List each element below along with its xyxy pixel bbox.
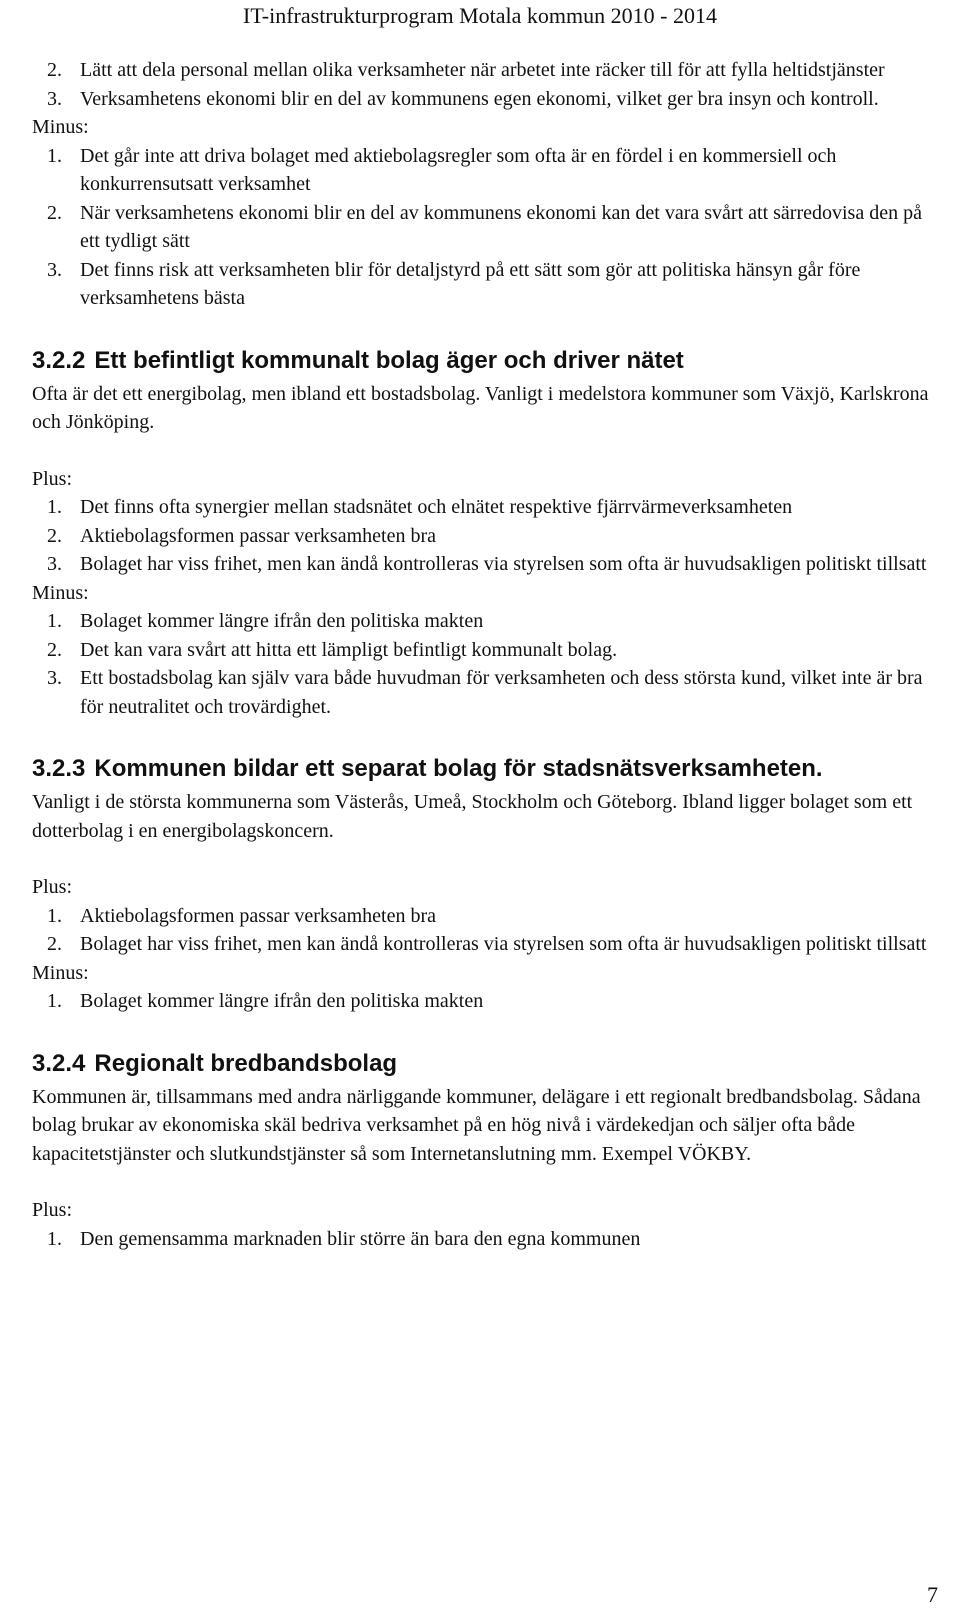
list-text: Det finns risk att verksamheten blir för detaljstyrd på ett sätt som gör att politiska hänsyn går före verksamhetens bästa xyxy=(80,258,861,309)
list-text: Bolaget kommer längre ifrån den politiska makten xyxy=(80,990,484,1012)
list-number: 3. xyxy=(47,258,62,281)
list-text: Den gemensamma marknaden blir större än bara den egna kommunen xyxy=(80,1227,641,1250)
list-text: Bolaget har viss frihet, men kan ändå kontrolleras via styrelsen som ofta är huvudsakligen politiskt tillsatt xyxy=(80,553,927,575)
list-number: 1. xyxy=(47,1227,62,1250)
minus-label: Minus: xyxy=(32,116,89,138)
list-item xyxy=(32,493,944,522)
list-item xyxy=(32,987,944,1016)
plus-label: Plus: xyxy=(32,467,73,490)
list-item xyxy=(32,664,944,721)
list-item xyxy=(32,1225,944,1254)
section-number: 3.2.2 xyxy=(32,346,86,374)
page-header: IT-infrastrukturprogram Motala kommun 2010 - 2014 xyxy=(243,3,717,28)
list-number: 1. xyxy=(47,990,62,1012)
list-number: 3. xyxy=(47,667,62,689)
list-item xyxy=(32,930,944,959)
list-number: 3. xyxy=(47,87,62,110)
list-item xyxy=(32,607,944,636)
list-item xyxy=(32,199,944,256)
list-item xyxy=(32,522,944,551)
list-text: Det finns ofta synergier mellan stadsnätet och elnätet respektive fjärrvärmeverksamheten xyxy=(80,496,793,518)
section-title: Kommunen bildar ett separat bolag för stadsnätsverksamheten. xyxy=(94,755,823,782)
section-title: Regionalt bredbandsbolag xyxy=(94,1049,398,1077)
list-number: 3. xyxy=(47,553,62,575)
list-item xyxy=(32,636,944,665)
list-text: Ett bostadsbolag kan själv vara både huvudman för verksamheten och dess största kund, vilket inte är bra för neutralitet och trovärdighet. xyxy=(80,667,923,718)
list-text: Bolaget kommer längre ifrån den politiska makten xyxy=(80,610,484,632)
section-heading-3-2-2 xyxy=(32,346,944,376)
list-number: 1. xyxy=(47,496,62,518)
section-paragraph: Ofta är det ett energibolag, men ibland ett bostadsbolag. Vanligt i medelstora kommuner som Växjö, Karlskrona och Jönköping. xyxy=(32,382,929,433)
list-number: 1. xyxy=(47,904,62,927)
list-item xyxy=(32,902,944,931)
list-text: När verksamhetens ekonomi blir en del av kommunens ekonomi kan det vara svårt att särredovisa den på ett tydligt sätt xyxy=(80,201,922,252)
list-number: 2. xyxy=(47,933,62,955)
list-text: Aktiebolagsformen passar verksamheten bra xyxy=(80,904,436,927)
list-text: Det kan vara svårt att hitta ett lämpligt befintligt kommunalt bolag. xyxy=(80,638,618,661)
section-number: 3.2.3 xyxy=(32,755,86,782)
list-number: 2. xyxy=(47,201,62,224)
list-text: Bolaget har viss frihet, men kan ändå kontrolleras via styrelsen som ofta är huvudsakligen politiskt tillsatt xyxy=(80,933,927,955)
list-number: 2. xyxy=(47,59,62,81)
minus-label: Minus: xyxy=(32,581,89,604)
list-item xyxy=(32,256,944,313)
section-number: 3.2.4 xyxy=(32,1049,86,1077)
list-number: 2. xyxy=(47,638,62,661)
section-paragraph: Kommunen är, tillsammans med andra närliggande kommuner, delägare i ett regionalt bredbandsbolag. Sådana bolag brukar av ekonomiska skäl bedriva verksamhet på en hög nivå i värdekedjan och säljer ofta både kapacitetstjänster och slutkundstjänster så som Internetanslutning mm. Exempel VÖKBY. xyxy=(32,1085,921,1165)
list-number: 1. xyxy=(47,144,62,167)
page-number: 7 xyxy=(927,1582,938,1607)
list-number: 2. xyxy=(47,524,62,547)
plus-label: Plus: xyxy=(32,1199,73,1221)
list-item xyxy=(32,550,944,579)
list-text: Aktiebolagsformen passar verksamheten bra xyxy=(80,524,436,547)
list-text: Lätt att dela personal mellan olika verksamheter när arbetet inte räcker till för att fylla heltidstjänster xyxy=(80,59,885,81)
list-item xyxy=(32,142,944,199)
plus-label: Plus: xyxy=(32,876,73,898)
document-body xyxy=(32,56,944,1253)
minus-label: Minus: xyxy=(32,961,89,984)
section-paragraph: Vanligt i de största kommunerna som Västerås, Umeå, Stockholm och Göteborg. Ibland ligger bolaget som ett dotterbolag i en energibolagskoncern. xyxy=(32,791,913,842)
list-number: 1. xyxy=(47,610,62,632)
list-text: Verksamhetens ekonomi blir en del av kommunens egen ekonomi, vilket ger bra insyn och kontroll. xyxy=(80,87,879,110)
list-item xyxy=(32,56,944,85)
section-heading-3-2-4 xyxy=(32,1049,944,1079)
section-title: Ett befintligt kommunalt bolag äger och driver nätet xyxy=(94,346,684,374)
list-text: Det går inte att driva bolaget med aktiebolagsregler som ofta är en fördel i en kommersiell och konkurrensutsatt verksamhet xyxy=(80,144,837,195)
list-item xyxy=(32,85,944,114)
section-heading-3-2-3 xyxy=(32,754,944,784)
